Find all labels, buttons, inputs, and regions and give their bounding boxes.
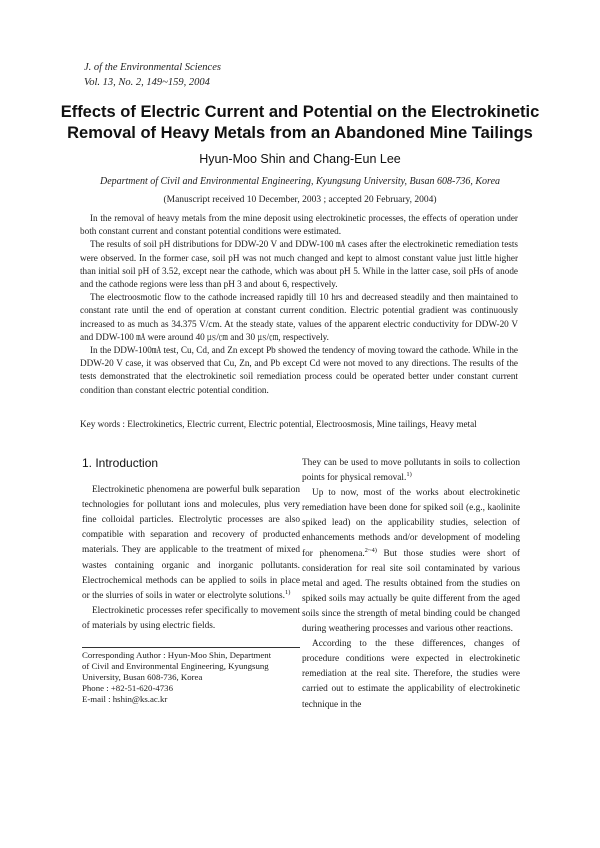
footnote-email: E-mail : hshin@ks.ac.kr (82, 694, 168, 704)
intro-paragraph-4-text-b: But those studies were short of consideration for real site soil contaminated by various metal and aged. The results obtained from the studies on spiked soils may actually be quite different from the aged soils since the strength of metal binding could be changed during weathering processes and various other reactions. (302, 548, 521, 635)
section-heading-introduction: 1. Introduction (82, 456, 159, 470)
right-column (302, 456, 520, 713)
intro-paragraph-4-text-a: Up to now, most of the works about electrokinetic remediation have been done for spiked soil (e.g., kaolinite spiked lead) on the applicability studies, selection of enhancements methods and/or development of modeling for phenomena. (302, 488, 520, 559)
citation-ref: 1) (284, 588, 291, 596)
intro-paragraph-3 (302, 456, 520, 486)
keywords: Key words : Electrokinetics, Electric current, Electric potential, Electroosmosis, Mine tailings, Heavy metal (80, 419, 477, 429)
footnote-line-2: of Civil and Environmental Engineering, Kyungsung (82, 661, 269, 671)
manuscript-dates: (Manuscript received 10 December, 2003 ; accepted 20 February, 2004) (163, 195, 437, 205)
footnote-line-1: Corresponding Author : Hyun-Moo Shin, Department (82, 650, 272, 660)
journal-volume: Vol. 13, No. 2, 149~159, 2004 (84, 77, 210, 88)
citation-ref: 1) (406, 471, 412, 478)
footnote-phone: Phone : +82-51-620-4736 (82, 683, 173, 693)
intro-paragraph-4 (302, 486, 520, 637)
abstract-paragraph-2: The results of soil pH distributions for DDW-20 V and DDW-100 ㎃ cases after the electrokinetic remediation tests were observed. In the former case, soil pH was not much changed and kept to almost constant value just little higher than initial soil pH of 3.52, except near the cathode, which was about pH 5. While in the latter case, soil pHs of anode and the cathode regions were less than pH 3 and about 6, respectively. (80, 239, 518, 290)
abstract-paragraph-3: The electroosmotic flow to the cathode increased rapidly till 10 hrs and decreased steadily and then maintained to constant rate until the end of operation at constant current condition. Electric potential gradient was continuously increased to as much as 34.375 V/cm. At the steady state, values of the apparent electric conductivity for DDW-20 V and DDW-100 ㎃ were around 40 ㎲/㎝ and 30 ㎲/㎝, respectively. (80, 292, 518, 342)
intro-paragraph-1 (82, 483, 300, 604)
corresponding-author-footnote (82, 650, 302, 705)
title-line-1: Effects of Electric Current and Potential on the Electrokinetic (60, 103, 540, 121)
abstract-paragraph-4: In the DDW-100㎃ test, Cu, Cd, and Zn except Pb showed the tendency of moving toward the cathode. While in the DDW-20 V case, it was observed that Cu, Zn, and Pb except Cd were not moved to any directions. The results of the tests demonstrated that the electrokinetic soil remediation process could be operated better under constant current condition than constant electric potential condition. (80, 345, 518, 395)
intro-paragraph-2: Electrokinetic processes refer specifically to movement of materials by using electric fields. (82, 605, 300, 631)
affiliation: Department of Civil and Environmental Engineering, Kyungsung University, Busan 608-736, Korea (99, 176, 501, 187)
title-line-2: Removal of Heavy Metals from an Abandoned Mine Tailings (67, 124, 533, 142)
left-column (82, 456, 300, 634)
journal-citation (84, 60, 221, 90)
abstract-paragraph-1: In the removal of heavy metals from the mine deposit using electrokinetic processes, the effects of operation under both constant current and constant potential conditions were estimated. (80, 213, 518, 237)
abstract (80, 212, 518, 397)
footnote-divider (82, 647, 300, 648)
intro-paragraph-3-text: They can be used to move pollutants in soils to collection points for physical removal. (302, 458, 520, 484)
citation-ref: 2~4) (364, 546, 377, 554)
authors: Hyun-Moo Shin and Chang-Eun Lee (199, 152, 401, 166)
intro-paragraph-5: According to the these differences, changes of procedure conditions were expected in electrokinetic remediation at the real site. Therefore, the studies were carried out to estimate the applicability of electrokinetic technique in the (302, 639, 520, 710)
paper-title (50, 102, 550, 144)
footnote-line-3: University, Busan 608-736, Korea (82, 672, 203, 682)
journal-name: J. of the Environmental Sciences (84, 62, 221, 73)
intro-paragraph-1-text: Electrokinetic phenomena are powerful bulk separation technologies for pollutant ions and molecules, plus very fine colloidal particles. Electrolytic processes are also compatible with separation and recovery of producted materials. They are applicable to the treatment of mixed wastes containing organic and inorganic pollutants. Electrochemical methods can be applied to soils in place or the slurries of soils in water or electrolyte solutions. (82, 485, 300, 601)
